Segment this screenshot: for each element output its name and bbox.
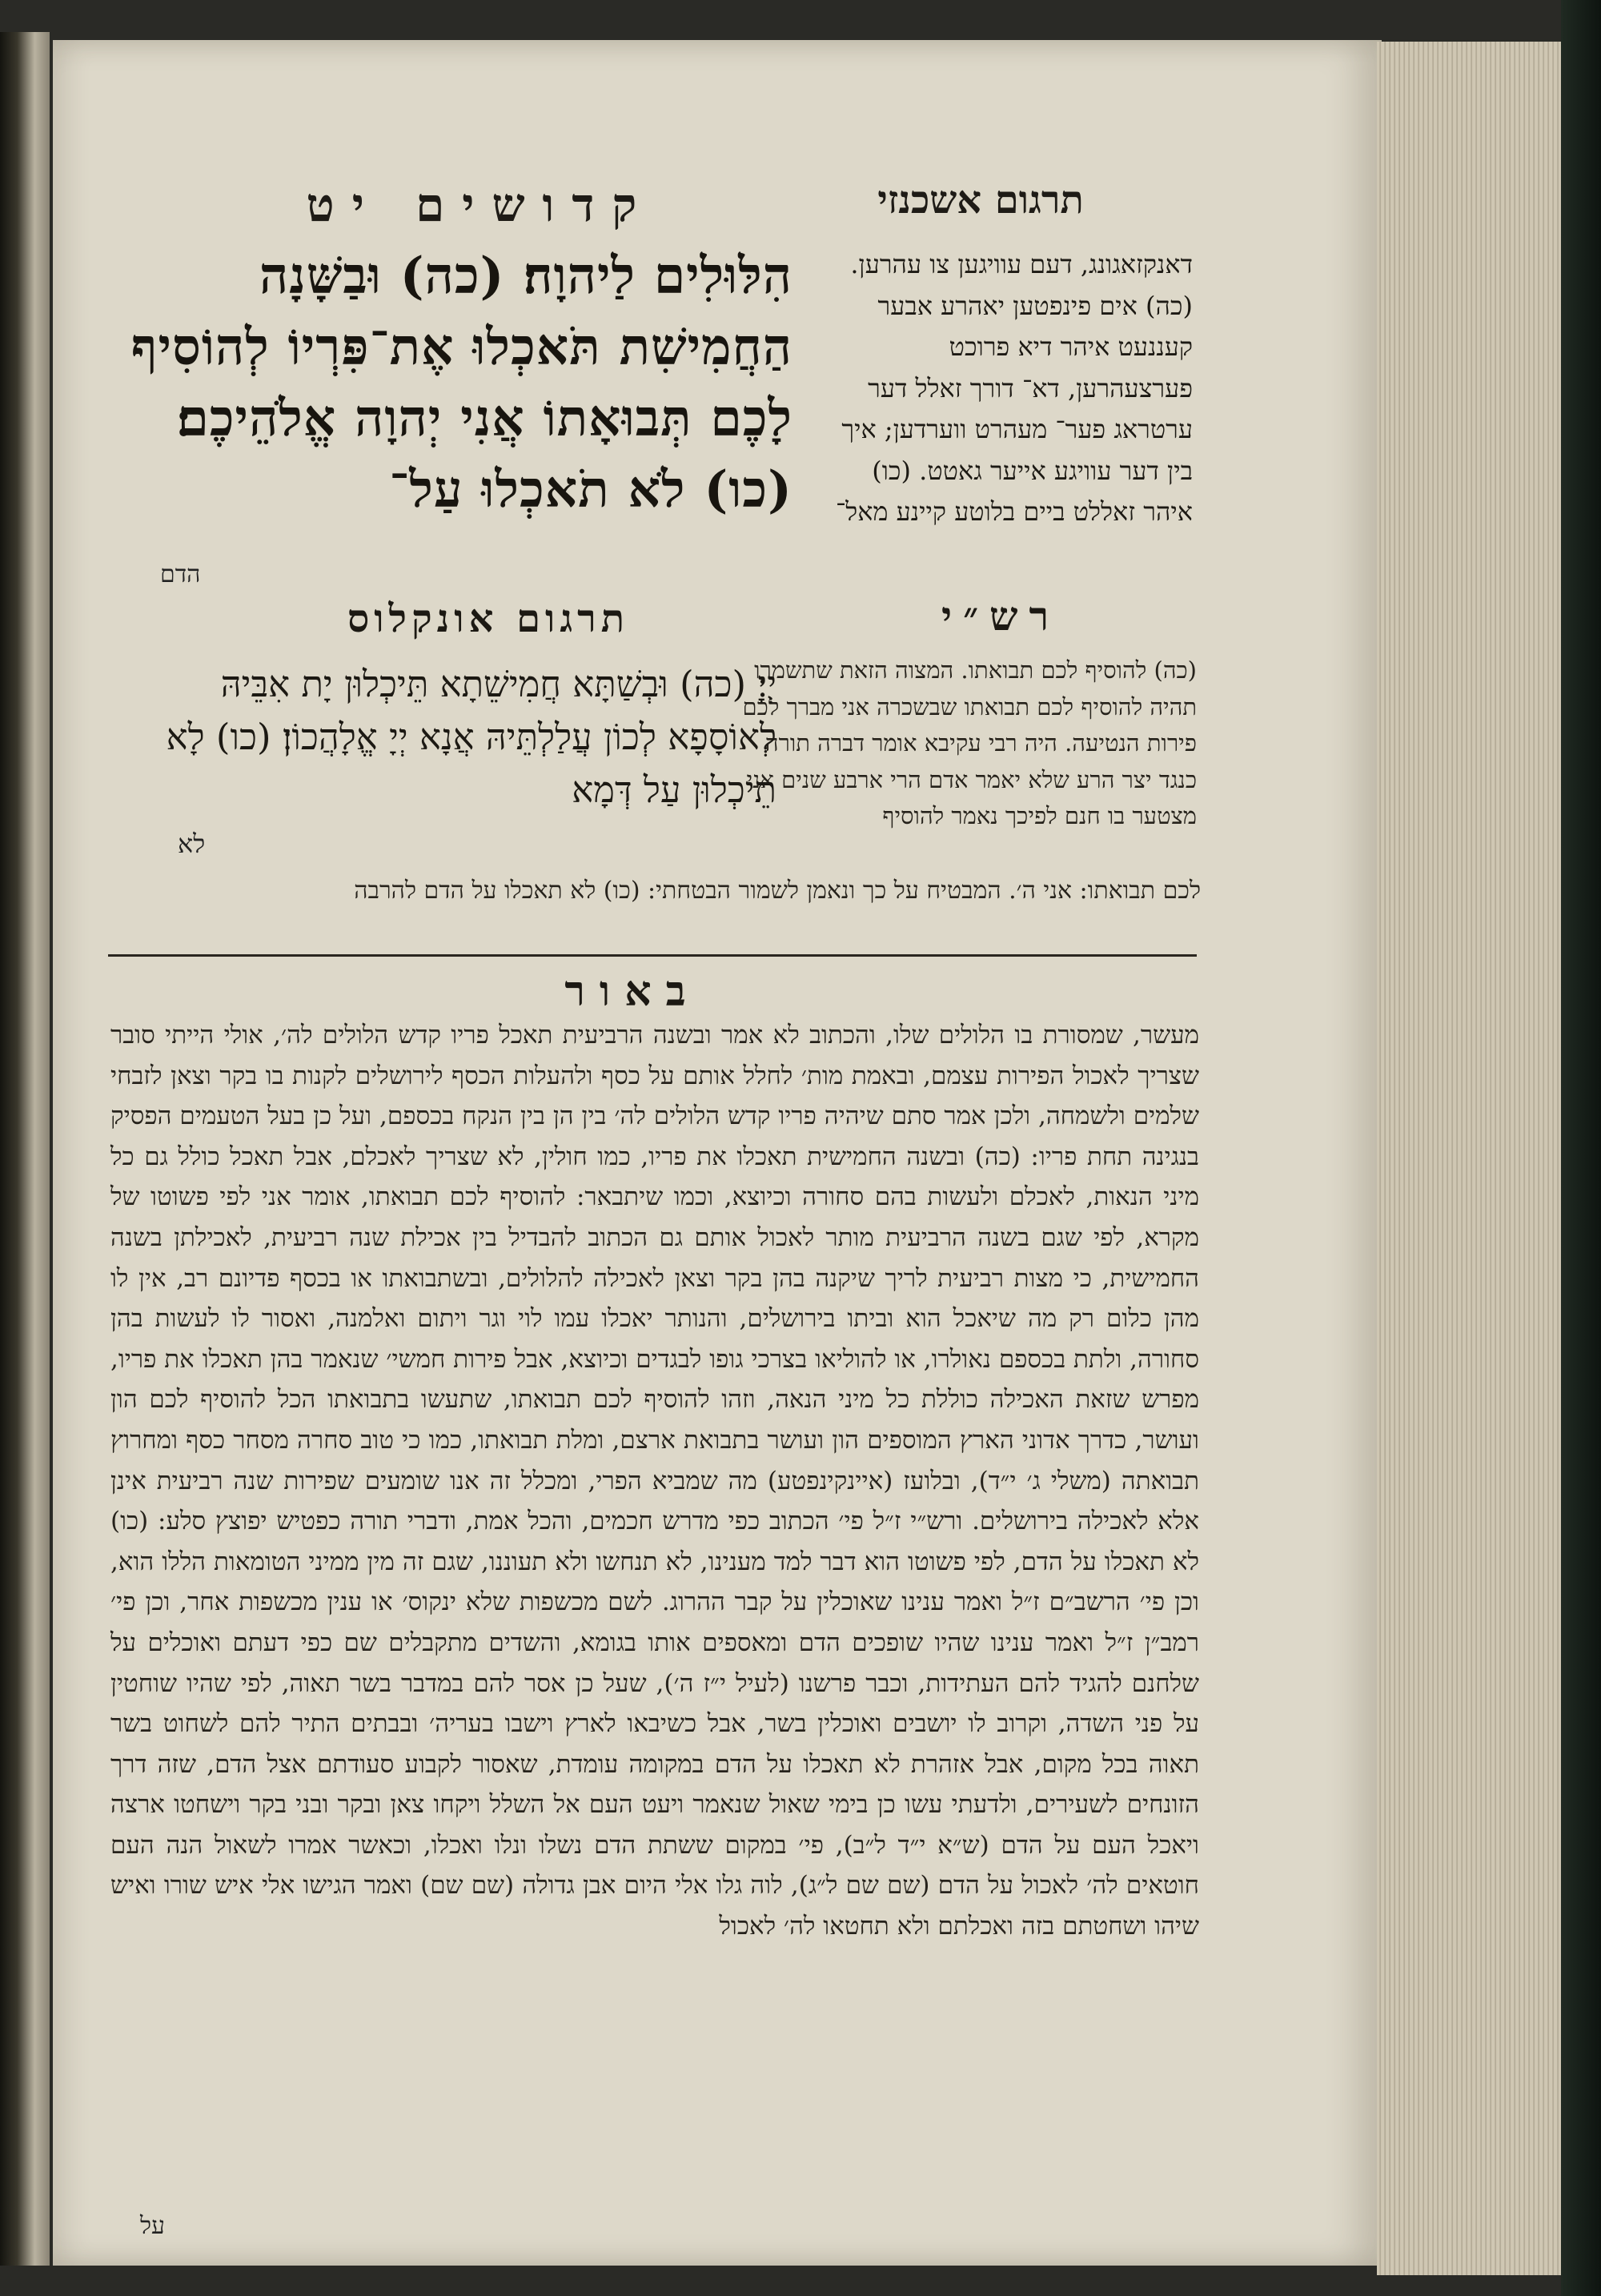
rashi-heading: רש״י (941, 592, 1061, 640)
section-divider (108, 954, 1197, 957)
running-header-parasha: קדושים יט (306, 178, 655, 232)
biur-catchword: על (140, 2212, 166, 2240)
targum-ashkenazi-text: דאנקזאגונג, דעם עוויגען צו עהרען. (כה) אים פינפטען יאהרע אבער קעננעט איהר דיא פרוכט פערצעהרען, דא־ דורך זאלל דער ערטראג פער־ מעהרט ווערדען; איך בין דער עוויגע אייער גאטט. (כו) איהר זאללט ביים בלוטע קיינע מאל־ (836, 249, 1193, 527)
rashi-commentary-continuation: לכם תבואתו: אני ה׳. המבטיח על כך ונאמן לשמור הבטחתי: (כו) לא תאכלו על הדם להרבה (354, 877, 1201, 905)
biur-heading: באור (564, 967, 700, 1016)
book-cover-edge (1561, 0, 1601, 2296)
rashi-commentary: (כה) להוסיף לכם תבואתו. המצוה הזאת שתשמרו תהיה להוסיף לכם תבואתו שבשכרה אני מברך לכם פירות הנטיעה. היה רבי עקיבא אומר דברה תורה כנגד יצר הרע שלא יאמר אדם הרי ארבע שנים אני מצטער בו חנם לפיכך נאמר להוסיף (742, 656, 1197, 830)
biur-commentary: מעשר, שמסורת בו הלולים שלו, והכתוב לא אמר ובשנה הרביעית תאכל פריו קדש הלולים לה׳, אולי הייתי סובר שצריך לאכול הפירות עצמם, ובאמת מות׳ לחלל אותם על כסף ולהעלות הכסף לירושלים לקנות בו בקר וצאן לזבחי שלמים ולשמחה, ולכן אמר סתם שיהיה פריו קדש הלולים לה׳ בין הן בין הנקח בכספם, ועל כן בעל הטעמים הפסיק בנגינה תחת פריו: (כה) ובשנה החמישית תאכלו את פריו, כמו חולין, לא שצריך לאכלם, אבל תאכל כולל גם כל מיני הנאות, לאכלם ולעשות בהם סחורה וכיוצא, וכמו שיתבאר: להוסיף לכם תבואתו, אומר אני לפי פשוטו של מקרא, לפי שגם בשנה הרביעית מותר לאכול אותם גם הכתוב להבדיל בין אכילת שנה רביעית, לאכילתן בשנה החמישית, כי מצות רביעית לריך שיקנה בהן בקר וצאן לאכילה להלולים, ובשתבואתו או בכסף פדיונם רב, אין לו מהן כלום רק מה שיאכל הוא וביתו בירושלים, והנותר יאכלו עמו לוי וגר ויתום ואלמנה, ואסור לו לעשות בהן סחורה, ולתת בכספם נאולרו, או להוליאו בצרכי גופו לבגדים וכיוצא, אבל פירות חמשי׳ שנאמר בהן תאכלו את פריו, מפרש שזאת האכילה כוללת כל מיני הנאה, וזהו להוסיף לכם תבואתו, שתעשו בתבואתו הכל להוסיף לכם הון ועושר, כדרך אדוני הארץ המוספים הון ועושר בתבואת ארצם, ומלת תבואתו, כמו כי טוב סחרה מסחר כסף ומחרוץ תבואתה (משלי ג׳ י״ד), ובלועז (איינקינפטע) מה שמביא הפרי, ומכלל זה אנו שומעים שפירות שנה רביעית אינן אלא לאכילה בירושלים. ורש״י ז״ל פי׳ הכתוב כפי מדרש חכמים, והכל אמת, ודברי תורה כפטיש יפוצץ סלע: (כו) לא תאכלו על הדם, לפי פשוטו הוא דבר למד מענינו, לא תנחשו ולא תעוננו, שגם זה מין ממיני הטומאות הללו הוא, וכן פי׳ הרשב״ם ז״ל ואמר ענינו שאוכלין על קבר ההרוג. לשם מכשפות שלא ינקוס׳ או ענין מכשפות אחר, וכן פי׳ רמב״ן ז״ל ואמר ענינו שהיו שופכים הדם ומאספים אותו בגומא, והשדים מתקבלים שם כפי דעתם ואוכלים על שלחנם להגיד להם העתידות, וכבר פרשנו (לעיל י״ז ה׳), שעל כן אסר להם במדבר בשר תאוה, לפי שהיו שוחטין על פני השדה, וקרוב לו יושבים ואוכלין בשר, אבל כשיבאו לארץ וישבו בעריה׳ ובבתים התיר להם לשחוט בשר תאוה בכל מקום, אבל אזהרת לא תאכלו על הדם במקומה עומדת, שאסור לקבוע סעודתם אצל הדם, שזה דרך הזונחים לשעירים, ולדעתי עשו כן בימי שאול שנאמר ויעט העם אל השלל ויקחו צאן ובקר ובני בקר וישחטו ארצה ויאכל העם על הדם (ש״א י״ד ל״ב), פי׳ במקום ששתת הדם נשלו ונלו ואכלו, וכאשר אמרו לשאול הנה העם חוטאים לה׳ לאכול על הדם (שם שם ל״ג), לוה גלו אלי היום אבן גדולה (שם שם) ואמר הגישו אלי איש שורו ואיש שיהו ושחטתם בזה ואכלתם ולא תחטאו לה׳ לאכול (110, 1021, 1199, 1941)
torah-catchword: הדם (160, 560, 201, 588)
page-stack-edge (1377, 42, 1561, 2275)
onkelos-heading: תרגום אונקלוס (347, 596, 630, 641)
onkelos-text: יְיָ׃ (כה) וּבְשַׁתָּא חֲמִישֵׁתָא תֵּיכְלוּן יָת אִבֵּיהּ לְאוֹסָפָא לְכוֹן עֲלַלְתֵּיהּ אֲנָא יְיָ אֱלָהֲכוֹן׃ (כו) לָא תֵיכְלוּן עַל דְּמָא (166, 663, 776, 811)
torah-verse-text: הִלּוּלִים לַיהוָה׃ (כה) וּבַשָּׁנָה הַחֲמִישִׁת תֹּאכְלוּ אֶת־פִּרְיוֹ לְהוֹסִיף לָכֶם תְּבוּאָתוֹ אֲנִי יְהוָה אֱלֹהֵיכֶם׃ (כו) לֹא תֹאכְלוּ עַל־ (130, 246, 792, 519)
onkelos-catchword: לא (178, 829, 206, 859)
left-page-edge (0, 32, 50, 2266)
running-header-targum: תרגום אשכנזי (877, 178, 1084, 223)
